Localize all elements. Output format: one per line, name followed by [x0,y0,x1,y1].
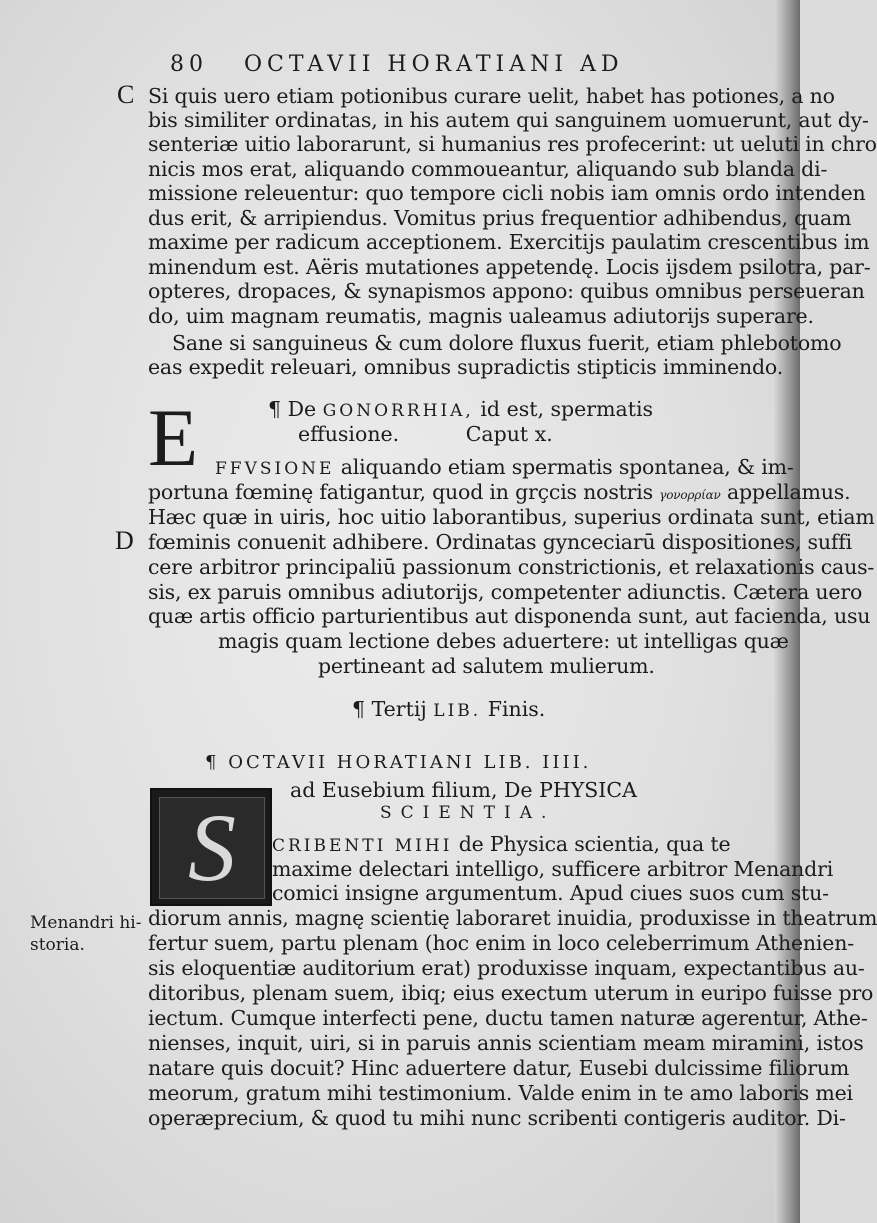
section1-line: cere arbitror principaliū passionum constrictionis, et relaxationis caus- [148,555,875,579]
first-words: CRIBENTI MIHI [272,836,453,856]
para1-line: eas expedit releuari, omnibus supradictis stipticis imminendo. [148,355,784,379]
para1-line: Sane si sanguineus & cum dolore fluxus fuerit, etiam phlebotomo [172,331,842,355]
section1-line: sis, ex paruis omnibus adiutorijs, competenter adiunctis. Cætera uero [148,580,863,604]
section1-line: Hæc quæ in uiris, hoc uitio laborantibus, superius ordinata sunt, etiam [148,505,875,529]
woodcut-initial-s [150,788,272,906]
margin-letter-d: D [115,526,134,555]
heading-gonorrhia: GONORRHIA, [322,401,474,421]
para1-line: nicis mos erat, aliquando commoueantur, aliquando sub blanda di- [148,157,828,181]
para1-line: opteres, dropaces, & synapismos appono: quibus omnibus perseueran [148,279,865,303]
book4-line: meorum, gratum mihi testimonium. Valde enim in te amo laboris mei [148,1081,853,1105]
pilcrow-mark: ¶ [352,697,366,721]
page-number: 80 [170,52,208,77]
section1-line: quæ artis officio parturientibus aut disponenda sunt, aut facienda, usu [148,604,871,628]
caput-label: Caput x. [465,422,553,446]
para1-line: senteriæ uitio laborarunt, si humanius res profecerint: ut ueluti in chro [148,132,877,156]
book4-line: sis eloquentiæ auditorium erat) produxisse inquam, expectantibus au- [148,956,865,980]
first-word: FFVSIONE [215,459,335,479]
para1-line: do, uim magnam reumatis, magnis ualeamus adiutorijs superare. [148,304,814,328]
drop-cap-e: E [148,392,199,483]
section1-line: pertineant ad salutem mulierum. [318,654,655,678]
book-end-line: ¶ Tertij LIB. Finis. [352,697,546,721]
para1-line: dus erit, & arripiendus. Vomitus prius frequentior adhibendus, quam [148,206,852,230]
greek-word: γονορρίαν [659,488,721,502]
woodcut-letter: S [188,794,236,901]
book4-line: comici insigne argumentum. Apud ciues suos cum stu- [272,881,829,905]
book4-line: fertur suem, partu plenam (hoc enim in loco celeberrimum Athenien- [148,931,854,955]
running-header [170,52,624,77]
book4-subtitle: ad Eusebium filium, De PHYSICA [290,778,637,802]
para1-line: missione releuentur: quo tempore cicli nobis iam omnis ordo intenden [148,181,866,205]
book4-line: operæprecium, & quod tu mihi nunc scribenti contigeris auditor. Di- [148,1106,846,1130]
side-note-line2: storia. [30,935,85,955]
section1-line: magis quam lectione debes aduertere: ut intelligas quæ [218,629,789,653]
book4-title: ¶ OCTAVII HORATIANI LIB. IIII. [205,752,592,773]
section1-line: FFVSIONE aliquando etiam spermatis spontanea, & im- [215,455,794,479]
para1-line: Si quis uero etiam potionibus curare uelit, habet has potiones, a no [148,84,835,108]
section1-line: fœminis conuenit adhibere. Ordinatas gynceciarū dispositiones, suffi [148,530,852,554]
pilcrow-mark: ¶ [268,397,282,421]
section1-line: portuna fœminę fatigantur, quod in grçcis nostris γονορρίαν appellamus. [148,480,851,504]
section-heading: ¶ De GONORRHIA, id est, spermatis [268,397,654,421]
book4-subtitle-line3: SCIENTIA. [380,803,556,823]
book4-line: maxime delectari intelligo, sufficere arbitror Menandri [272,857,834,881]
book4-line: natare quis docuit? Hinc aduertere datur, Eusebi dulcissime filiorum [148,1056,850,1080]
para1-line: bis similiter ordinatas, in his autem qui sanguinem uomuerunt, aut dy- [148,108,869,132]
running-title: OCTAVII HORATIANI AD [243,52,624,77]
para1-line: minendum est. Aëris mutationes appetendę. Locis ijsdem psilotra, par- [148,255,871,279]
book4-line: CRIBENTI MIHI de Physica scientia, qua te [272,832,731,856]
side-note-line1: Menandri hi- [30,913,142,933]
pilcrow-mark: ¶ [205,752,220,773]
book4-line: iectum. Cumque interfecti pene, ductu tamen naturæ agerentur, Athe- [148,1006,868,1030]
section-heading-line2: effusione. Caput x. [298,422,553,446]
book4-line: diorum annis, magnę scientię laboraret inuidia, produxisse in theatrum [148,906,877,930]
book4-line: nienses, inquit, uiri, si in paruis annis scientiam meam miramini, istos [148,1031,864,1055]
margin-letter-c: C [117,80,135,109]
para1-line: maxime per radicum acceptionem. Exercitijs paulatim crescentibus im [148,230,870,254]
book4-line: ditoribus, plenam suem, ibiq; eius exectum uterum in euripo fuisse pro [148,981,874,1005]
